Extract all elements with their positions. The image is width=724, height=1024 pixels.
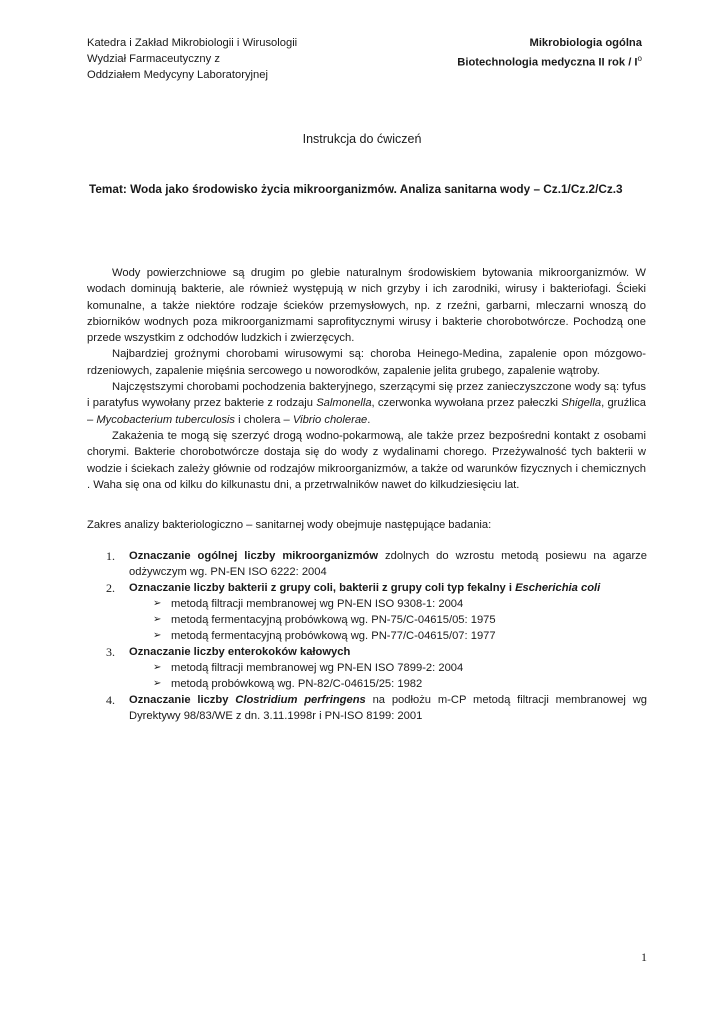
analysis-list	[87, 548, 647, 724]
p3-text-b: , czerwonka wywołana przez pałeczki	[371, 397, 562, 410]
p3-mycobacterium: Mycobacterium tuberculosis	[96, 413, 235, 426]
list-item-3-bold: Oznaczanie liczby enterokoków kałowych	[129, 646, 351, 658]
list-number-1: 1.	[106, 549, 115, 563]
list-number-3: 3.	[106, 645, 115, 659]
paragraph-3	[87, 379, 646, 428]
header-department	[87, 35, 297, 83]
arrow-icon: ➢	[153, 630, 162, 641]
paragraph-2: Najbardziej groźnymi chorobami wirusowymi są: choroba Heinego-Medina, zapalenie opon mózgowo-rdzeniowych, zapalenie mięśnia sercowego u noworodków, zapalenie jelita grubego, zapalenie wątroby.	[87, 348, 646, 377]
header-line-3: Oddziałem Medycyny Laboratoryjnej	[87, 69, 268, 81]
list-number-2: 2.	[106, 581, 115, 595]
paragraph-4: Zakażenia te mogą się szerzyć drogą wodno-pokarmową, ale także przez bezpośredni kontakt z osobami chorymi. Bakterie chorobotwórcze dostaja się do wody z wydalinami chorego. Przeżywalność tych bakterii w wodzie i ściekach zależy głównie od rodzajów mikroorganizmów, a także od warunków fizycznych i chemicznych . Waha się ona od kilku do kilkunastu dni, a przetrwalników nawet do kilkudziesięciu lat.	[87, 429, 646, 491]
p3-text-d: i cholera –	[235, 413, 293, 426]
document-topic: Temat: Woda jako środowisko życia mikroorganizmów. Analiza sanitarna wody – Cz.1/Cz.2/Cz.3	[89, 182, 623, 196]
list-item-4-text: na podłożu m-CP metodą filtracji membranowej wg Dyrektywy 98/83/WE z dn. 3.11.1998r i PN-ISO 8199: 2001	[129, 694, 648, 722]
list-item-1-bold: Oznaczanie ogólnej liczby mikroorganizmów	[129, 550, 379, 562]
p3-vibrio: Vibrio cholerae	[292, 413, 368, 426]
document-title: Instrukcja do ćwiczeń	[302, 132, 422, 146]
sub-item-text: metodą filtracji membranowej wg PN-EN ISO 7899-2: 2004	[171, 662, 464, 674]
page-number: 1	[641, 950, 647, 964]
paragraph-1: Wody powierzchniowe są drugim po glebie naturalnym środowiskiem bytowania mikroorganizmów. W wodach dominują bakterie, ale również występują w nich grzyby i ich zarodniki, wirusy i bakteriofagi. Ścieki komunalne, a także niektóre rodzaje ścieków przemysłowych, np. z rzeźni, garbarni, mleczarni wnoszą do zbiorników wodnych poza mikroorganizmami saprofitycznymi wirusy i bakterie chorobotwórcze. Pochodzą one przede wszystkim z odchodów ludzkich i zwierzęcych.	[87, 267, 646, 345]
sub-item-3-1	[87, 660, 647, 676]
header-line-2: Wydział Farmaceutyczny z	[87, 53, 220, 65]
sub-item-text: metodą probówkową wg. PN-82/C-04615/25: 1982	[171, 678, 423, 690]
p3-salmonella: Salmonella	[316, 397, 372, 410]
p3-text-a: Najczęstszymi chorobami pochodzenia bakteryjnego, szerzącymi się przez zanieczyszczone wody są: tyfus i paratyfus wywołany przez bakterie z rodzaju	[87, 381, 646, 410]
p3-text-e: .	[367, 413, 371, 426]
header-degree-mark: o	[637, 54, 642, 63]
p3-shigella: Shigella	[561, 397, 602, 410]
header-course-year	[457, 51, 642, 71]
list-item-4	[87, 692, 647, 724]
header-course	[457, 35, 642, 71]
list-item-2-bold: Oznaczanie liczby bakterii z grupy coli, bakterii z grupy coli typ fekalny i	[129, 582, 516, 594]
p3-text-c: , gruźlica –	[87, 397, 646, 426]
arrow-icon: ➢	[153, 662, 162, 673]
header-line-1: Katedra i Zakład Mikrobiologii i Wirusologii	[87, 37, 298, 49]
sub-item-2-1	[87, 596, 647, 612]
list-item-1-text: zdolnych do wzrostu metodą posiewu na agarze odżywczym wg. PN-EN ISO 6222: 2004	[129, 550, 648, 578]
list-item-2	[87, 580, 647, 596]
sub-item-text: metodą fermentacyjną probówkową wg. PN-75/C-04615/05: 1975	[171, 614, 496, 626]
sub-item-text: metodą filtracji membranowej wg PN-EN ISO 9308-1: 2004	[171, 598, 464, 610]
arrow-icon: ➢	[153, 678, 162, 689]
body-text	[87, 265, 646, 493]
arrow-icon: ➢	[153, 598, 162, 609]
list-item-2-ecoli: Escherichia coli	[515, 582, 601, 594]
sub-item-2-3	[87, 628, 647, 644]
list-number-4: 4.	[106, 693, 115, 707]
sub-item-2-2	[87, 612, 647, 628]
list-item-4-bold: Oznaczanie liczby	[129, 694, 236, 706]
arrow-icon: ➢	[153, 614, 162, 625]
list-item-1	[87, 548, 647, 580]
header-course-year-text: Biotechnologia medyczna II rok / I	[457, 56, 638, 69]
analysis-intro: Zakres analizy bakteriologiczno – sanitarnej wody obejmuje następujące badania:	[87, 519, 492, 531]
header-course-title: Mikrobiologia ogólna	[529, 37, 642, 49]
sub-item-text: metodą fermentacyjną probówkową wg. PN-77/C-04615/07: 1977	[171, 630, 496, 642]
list-item-3	[87, 644, 647, 660]
list-item-4-clostridium: Clostridium perfringens	[235, 694, 366, 706]
sub-item-3-2	[87, 676, 647, 692]
